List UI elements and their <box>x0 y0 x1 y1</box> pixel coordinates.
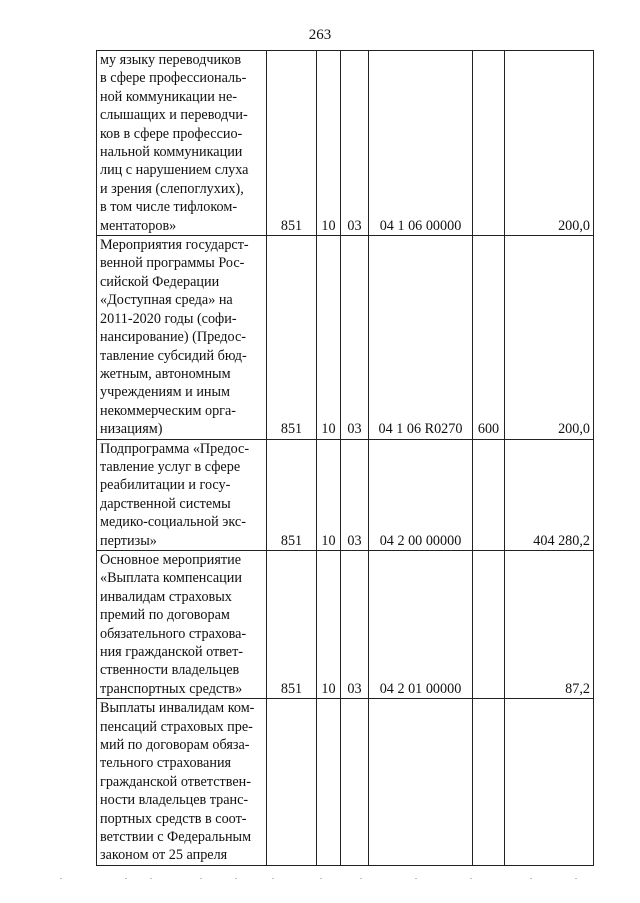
expense-type-cell: 600 <box>473 236 505 439</box>
amount-cell: 87,2 <box>505 550 594 698</box>
budget-table <box>96 50 594 866</box>
subsection-code-cell: 03 <box>341 439 369 550</box>
ministry-code-cell: 851 <box>267 236 317 439</box>
section-code-cell: 10 <box>317 550 341 698</box>
expense-type-cell <box>473 550 505 698</box>
section-code-cell: 10 <box>317 236 341 439</box>
expense-type-cell <box>473 439 505 550</box>
subsection-code-cell: 03 <box>341 51 369 236</box>
subsection-code-cell: 03 <box>341 550 369 698</box>
ministry-code-cell: 851 <box>267 439 317 550</box>
amount-cell <box>505 699 594 866</box>
target-article-cell: 04 2 00 00000 <box>369 439 473 550</box>
amount-cell: 200,0 <box>505 51 594 236</box>
section-code-cell: 10 <box>317 439 341 550</box>
row-name-cell: му языку переводчиков в сфере профессиональ- ной коммуникации не- слышащих и переводчи- ков в сфере профессио- нальной коммуникации лиц с нарушением слуха и зрения (слепоглухих), в том числе тифлоком- ментаторов» <box>97 51 267 236</box>
ministry-code-cell: 851 <box>267 550 317 698</box>
row-name-cell: Выплаты инвалидам ком- пенсаций страховых пре- мий по договорам обяза- тельного страхования гражданской ответствен- ности владельцев транс- портных средств в соот- ветствии с Федеральным законом от 25 апреля <box>97 699 267 866</box>
target-article-cell: 04 2 01 00000 <box>369 550 473 698</box>
ministry-code-cell <box>267 699 317 866</box>
expense-type-cell <box>473 51 505 236</box>
row-name-cell: Подпрограмма «Предос- тавление услуг в сфере реабилитации и госу- дарственной системы медико-социальной экс- пертизы» <box>97 439 267 550</box>
amount-cell: 404 280,2 <box>505 439 594 550</box>
subsection-code-cell <box>341 699 369 866</box>
row-name-cell: Мероприятия государст- венной программы Рос- сийской Федерации «Доступная среда» на 2011-2020 годы (софи- нансирование) (Предос- тавление субсидий бюд- жетным, автономным учреждениям и иным некоммерческим орга- низациям) <box>97 236 267 439</box>
expense-type-cell <box>473 699 505 866</box>
section-code-cell <box>317 699 341 866</box>
ministry-code-cell: 851 <box>267 51 317 236</box>
table-row <box>97 51 594 236</box>
target-article-cell: 04 1 06 R0270 <box>369 236 473 439</box>
row-name-cell: Основное мероприятие «Выплата компенсации инвалидам страховых премий по договорам обязательного страхова- ния гражданской ответ- ственности владельцев транспортных средств» <box>97 550 267 698</box>
table-row <box>97 699 594 866</box>
scan-noise <box>60 878 580 884</box>
subsection-code-cell: 03 <box>341 236 369 439</box>
page-number: 263 <box>308 27 332 43</box>
section-code-cell: 10 <box>317 51 341 236</box>
table-row <box>97 439 594 550</box>
target-article-cell: 04 1 06 00000 <box>369 51 473 236</box>
amount-cell: 200,0 <box>505 236 594 439</box>
target-article-cell <box>369 699 473 866</box>
table-row <box>97 550 594 698</box>
table-row <box>97 236 594 439</box>
